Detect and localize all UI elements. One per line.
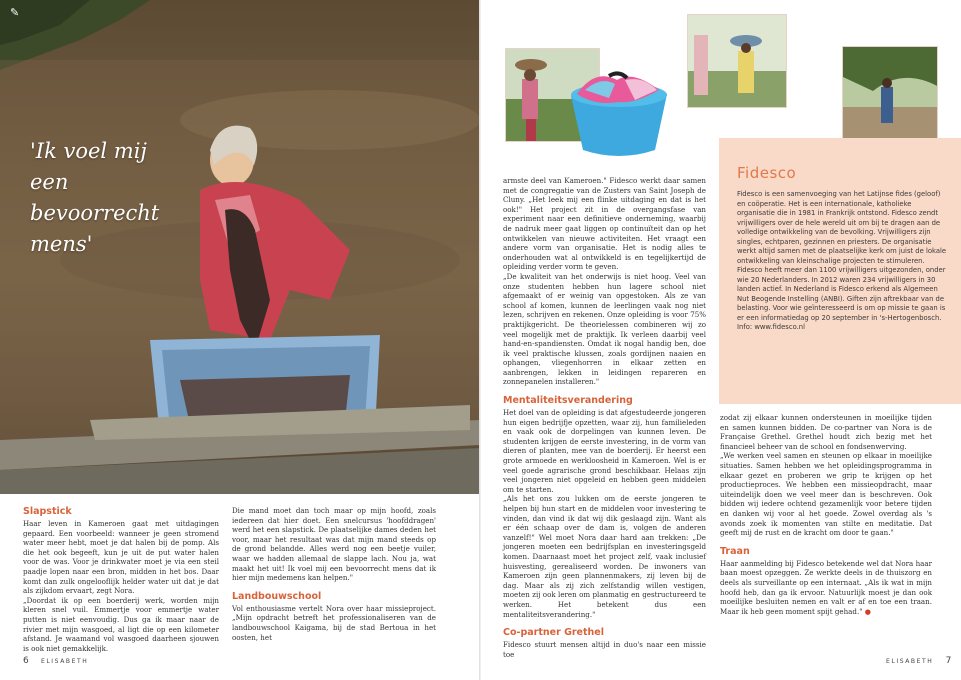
photo-illustration: [688, 15, 787, 108]
pullquote: 'Ik voel mij een bevoorrecht mens': [30, 139, 160, 256]
paragraph-text: Haar aanmelding bij Fidesco betekende wel dat Nora haar baan moest opzeggen. Ze werkte deels in de thuiszorg en deels als surveillante op een internaat. „Als ik wat in mijn hoofd heb, dan ga ik ervoor. Natuurlijk moest je dan ook moeilijke besluiten nemen en valt er af en toe een traan. Maar ik heb geen moment spijt gehad.": [720, 558, 932, 616]
paragraph: Fidesco stuurt mensen altijd in duo's naar een missie toe: [503, 640, 706, 659]
paragraph: „We werken veel samen en steunen op elkaar in moeilijke situaties. Samen hebben we het opleidingsprogramma in elkaar gezet en proberen we grip te krijgen op het productieproces. We hebben een missieopdracht, maar uiteindelijk doen we veel meer dan is beschreven. Ook bidden wij iedere ochtend gezamenlijk voor betere tijden en danken wij voor al het goede. Zowel overdag als 's avonds zoek ik momenten van stilte en meditatie. Dat geeft mij de rust en de kracht om door te gaan.": [720, 451, 932, 538]
magazine-name: ELISABETH: [40, 658, 89, 665]
photo-blue-bucket: [565, 66, 673, 158]
river-laundry-photo: [0, 0, 480, 494]
paragraph: Haar leven in Kameroen gaat met uitdagingen gepaard. Een voorbeeld: wanneer je geen stromend water meer hebt, moet je dat halen bij de pomp. Als die het ook begeeft, kun je uit de put water halen voor de was. Voor je drinkwater moet je via een steil paadje lopen naar een bron, midden in het bos. Daar komt dan zulk ongelooflijk helder water uit dat je dat als zijkdom ervaart, zegt Nora.: [23, 519, 219, 596]
paragraph: „Als het ons zou lukken om de eerste jongeren te helpen bij hun start en de middelen voor investering te vinden, dan vind ik dat wij dik geslaagd zijn. Want als er één schaap over de dam is, volgen de anderen vanzelf!" Wel moet Nora daar hard aan trekken: „De jongeren moeten een bedrijfsplan en investeringsgeld komen. Daarnaast moet het project zelf, vaak inclusief huisvesting, gerealiseerd worden. De inwoners van Kameroen zijn geen plannenmakers, zij leven bij de dag. Maar als zij zich zelfstandig willen vestigen, moeten zij ook leren om planmatig en gestructureerd te werken. Het betekent dus een mentaliteitsverandering.": [503, 494, 706, 619]
fidesco-info-box: [719, 138, 961, 404]
heading-slapstick: Slapstick: [23, 506, 72, 517]
column-4: [720, 413, 932, 616]
column-2: [232, 506, 436, 642]
column-3: [503, 176, 706, 659]
page-number: 6: [23, 656, 29, 666]
column-1: [23, 506, 219, 653]
paragraph: [720, 559, 932, 617]
left-page: [0, 0, 480, 680]
right-page: [481, 0, 961, 680]
folio-right: [886, 656, 951, 666]
magazine-name: ELISABETH: [886, 658, 934, 665]
fidesco-text: [737, 190, 947, 333]
paragraph: Fidesco is een samenvoeging van het Latijnse fides (geloof) en coöperatie. Het is een internationale, katholieke organisatie die in 1981 in Frankrijk ontstond. Fidesco zendt vrijwilligers over de hele wereld uit om bij te dragen aan de volledige ontwikkeling van de bevolking. Vrijwilligers zijn singles, echtparen, gezinnen en priesters. De organisatie werkt altijd samen met de plaatselijke kerk om juist de lokale ontwikkeling van kleinschalige projecten te stimuleren.: [737, 190, 947, 265]
folio-left: [23, 656, 88, 666]
paragraph: Die mand moet dan toch maar op mijn hoofd, zoals iedereen dat hier doet. Een snelcursus 'hoofddragen' werd het een slapstick. De plaatselijke dames deden het voor, maar het resultaat was dat mijn mand steeds op de grond belandde. Alles werd nog een beetje vuiler, waar we hadden allemaal de slappe lach. Nou ja, wat maakt het uit! Ik voel mij een bevoorrecht mens dat ik hier mijn medemens kan helpen.": [232, 506, 436, 583]
heading-co-partner: Co-partner Grethel: [503, 627, 605, 639]
end-mark: ●: [864, 606, 871, 616]
paragraph: Vol enthousiasme vertelt Nora over haar missieproject. „Mijn opdracht betreft het professionaliseren van de landbouwschool Kaigama, bij de stad Bertoua in het oosten, het: [232, 603, 436, 642]
heading-traan: Traan: [720, 545, 750, 557]
bucket-illustration: [565, 66, 673, 158]
paragraph: Het doel van de opleiding is dat afgestudeerde jongeren hun eigen bedrijfje opzetten, waar zij, hun familieleden en vaak ook de dorpelingen van kunnen leven. De studenten krijgen de eerste investering, in de vorm van dieren of planten, mee van de boerderij. Er heerst een grote armoede en werkloosheid in Kameroen. Wel is er veel goede agrarische grond beschikbaar. Helaas zijn veel jongeren niet opgeleid en hebben geen middelen om te starten.: [503, 408, 706, 494]
page-marker-icon: ✎: [10, 6, 20, 19]
fidesco-title: Fidesco: [737, 164, 797, 182]
paragraph: Fidesco heeft meer dan 1100 vrijwilligers uitgezonden, onder wie 20 Nederlanders. In 2012 waren 234 vrijwilligers in 30 landen actief. In Nederland is Fidesco erkend als Algemeen Nut Beogende Instelling (ANBI). Giften zijn aftrekbaar van de belasting. Voor wie geïnteresseerd is om op missie te gaan is er een informatiedag op 20 september in 's-Hertogenbosch. Info: www.fidesco.nl: [737, 266, 946, 331]
paragraph: „Doordat ik op een boerderij werk, worden mijn kleren snel vuil. Emmertje voor emmertje water putten is niet eenvoudig. Dus ga ik maar naar de rivier met mijn wasgoed, al ligt die op een kilometer afstand. Je waamand vol wasgoed daarheen sjouwen is ook niet gemakkelijk.: [23, 595, 219, 653]
paragraph: „De kwaliteit van het onderwijs is niet hoog. Veel van onze studenten hebben hun lagere school niet afgemaakt of er weinig van opgestoken. Als ze van school af komen, kunnen de leerlingen vaak nog niet lezen, schrijven en rekenen. Onze opleiding is voor 75% praktijkgericht. De theorielessen combineren wij zo veel mogelijk met de praktijk. Ik verleen daarbij veel hand-en-spandiensten. Omdat ik nogal handig ben, doe ik veel praktische klussen, zoals gordijnen naaien en ophangen, vliegenhorren in elkaar zetten en aanbrengen, lekken in leidingen repareren en zonnepanelen installeren.": [503, 271, 706, 387]
page-number: 7: [945, 656, 952, 666]
paragraph: zodat zij elkaar kunnen ondersteunen in moeilijke tijden en samen kunnen bidden. De co-partner van Nora is de Française Grethel. Grethel houdt zich bezig met het financieel beheer van de school en fondsenwerving.: [720, 413, 932, 451]
paragraph: armste deel van Kameroen." Fidesco werkt daar samen met de congregatie van de Zusters van Saint Joseph de Cluny. „Het leek mij een flinke uitdaging en dat is het ook!" Het project zit in de overgangsfase van experiment naar een definitieve onderneming, waarbij de nadruk meer gaat liggen op continuïteit dan op het ontwikkelen van nieuwe activiteiten. Het vraagt een andere vorm van organisatie. Het is nodig alles te onderhouden wat al ontwikkeld is en tegelijkertijd de opleiding verder vorm te geven.: [503, 176, 706, 272]
heading-landbouwschool: Landbouwschool: [232, 590, 322, 602]
heading-mentaliteitsverandering: Mentaliteitsverandering: [503, 395, 633, 407]
photo-illustration: [843, 47, 938, 140]
photo-farm: [842, 46, 938, 140]
photo-women-with-basin: [687, 14, 787, 108]
